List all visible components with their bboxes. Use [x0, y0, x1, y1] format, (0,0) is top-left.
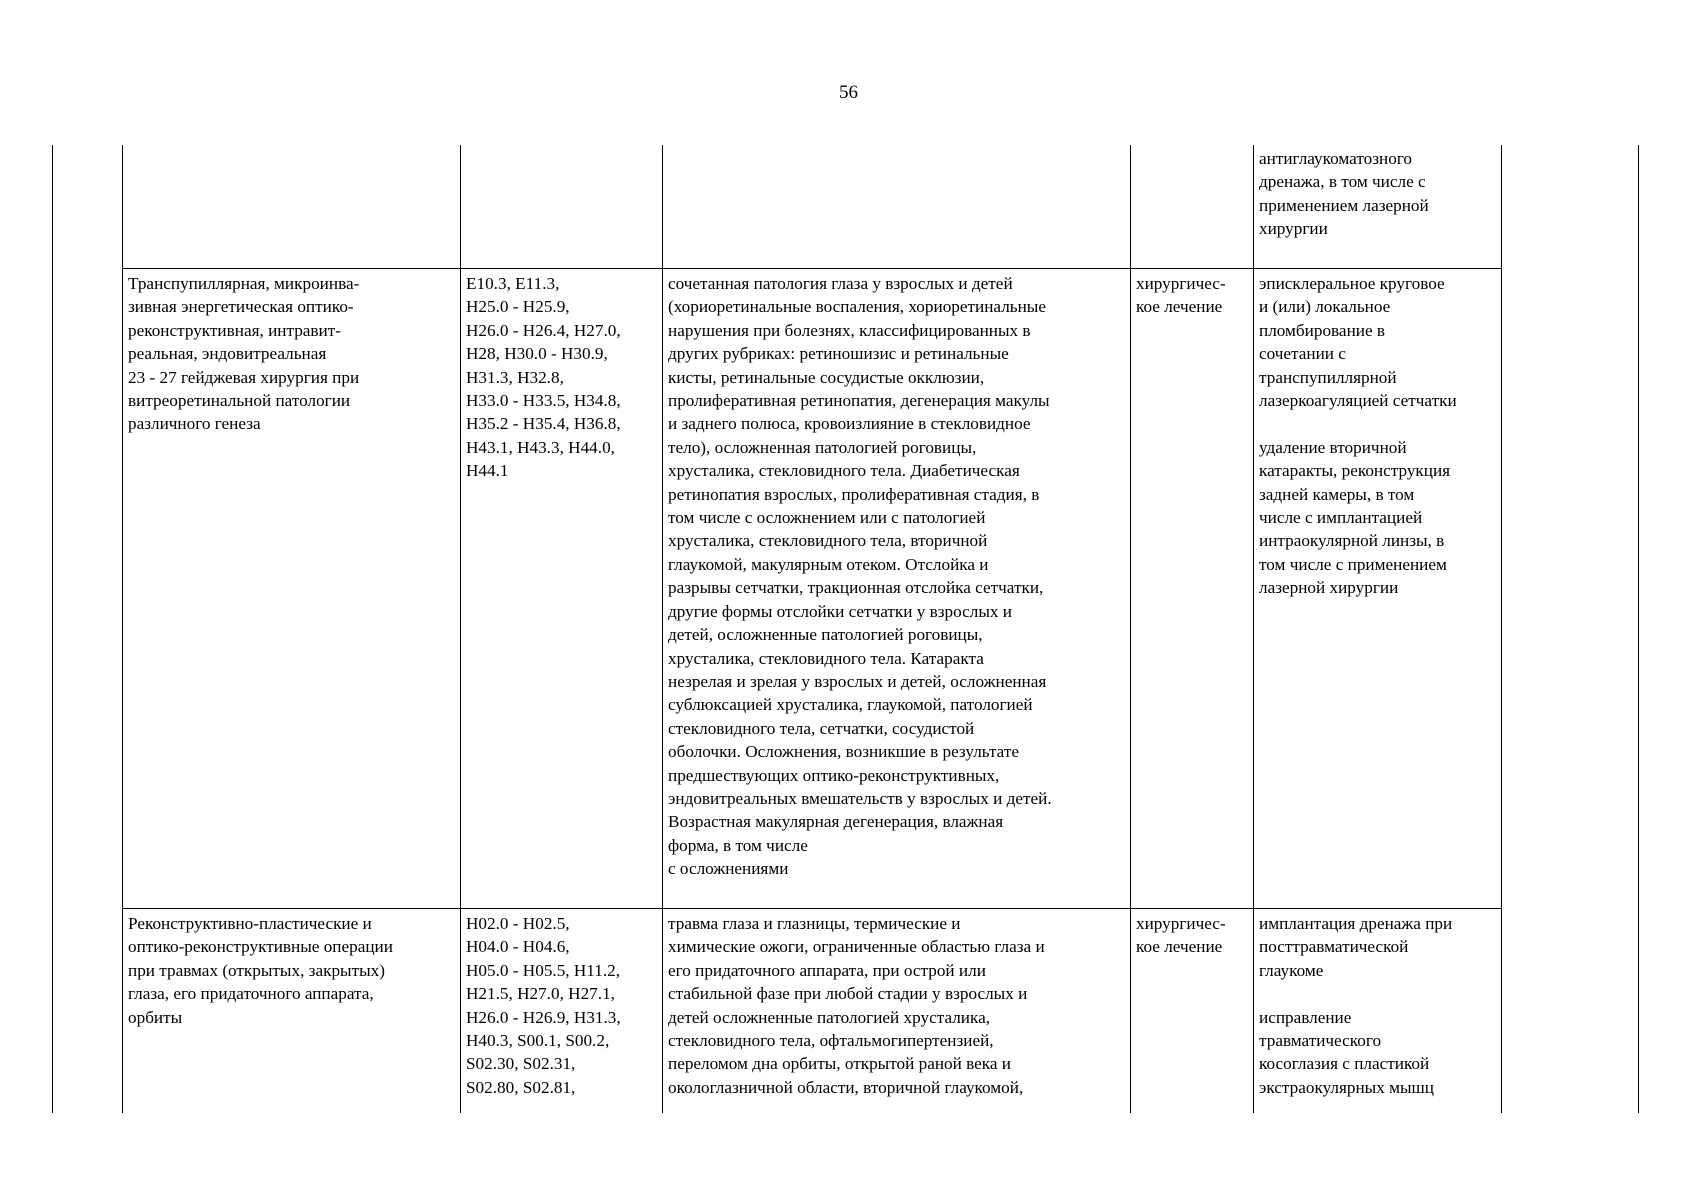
cell-treatment: хирургичес- кое лечение — [1136, 274, 1226, 317]
cell-method: эписклеральное круговое и (или) локальное пломбирование в сочетании с транспупиллярной лазеркоагуляцией сетчатки удаление вторичной катаракты, реконструкция задней камеры, в том числе с имплантацией интраокулярной линзы, в том числе с применением лазерной хирургии — [1259, 274, 1457, 598]
row-separator — [122, 268, 1501, 269]
table-border-col6 — [1501, 145, 1502, 1113]
table-border-outer-right — [1638, 145, 1639, 1113]
cell-model: травма глаза и глазницы, термические и химические ожоги, ограниченные областью глаза и его придаточного аппарата, при острой или стабильной фазе при любой стадии у взрослых и детей осложненные патологией хрусталика, стекловидного тела, офтальмогипертензией, переломом дна орбиты, открытой раной века и окологлазничной области, вторичной глаукомой, — [668, 914, 1045, 1097]
table-border-outer-left — [52, 145, 53, 1113]
cell-model: сочетанная патология глаза у взрослых и детей (хориоретинальные воспаления, хориоретинальные нарушения при болезнях, классифицированных в других рубриках: ретиношизис и ретинальные кисты, ретинальные сосудистые окклюзии, пролиферативная ретинопатия, дегенерация макулы и заднего полюса, кровоизлияние в стекловидное тело), осложненная патологией роговицы, хрусталика, стекловидного тела. Диабетическая ретинопатия взрослых, пролиферативная стадия, в том числе с осложнением или с патологией хрусталика, стекловидного тела, вторичной глаукомой, макулярным отеком. Отслойка и разрывы сетчатки, тракционная отслойка сетчатки, другие формы отслойки сетчатки у взрослых и детей, осложненные патологией роговицы, хрусталика, стекловидного тела. Катаракта незрелая и зрелая у взрослых и детей, осложненная сублюксацией хрусталика, глаукомой, патологией стекловидного тела, сетчатки, сосудистой оболочки. Осложнения, возникшие в результате предшествующих оптико-реконструктивных, эндовитреальных вмешательств у взрослых и детей. Возрастная макулярная дегенерация, влажная форма, в том числе с осложнениями — [668, 274, 1052, 879]
row-separator — [122, 908, 1501, 909]
cell-name: Реконструктивно-пластические и оптико-реконструктивные операции при травмах (открытых, закрытых) глаза, его придаточного аппарата, орбиты — [128, 914, 393, 1027]
table-border-col2 — [460, 145, 461, 1113]
cell-method: имплантация дренажа при посттравматической глаукоме исправление травматического косоглазия с пластикой экстраокулярных мышц — [1259, 914, 1453, 1097]
table-border-col5 — [1253, 145, 1254, 1113]
table-border-col4 — [1130, 145, 1131, 1113]
cell-name: Транспупиллярная, микроинва- зивная энергетическая оптико- реконструктивная, интравит- реальная, эндовитреальная 23 - 27 гейджевая хирургия при витреоретинальной патологии различного генеза — [128, 274, 360, 434]
page-number: 56 — [839, 82, 858, 103]
cell-method: антиглаукоматозного дренажа, в том числе с применением лазерной хирургии — [1259, 149, 1429, 239]
cell-codes: H02.0 - H02.5, H04.0 - H04.6, H05.0 - H05.5, H11.2, H21.5, H27.0, H27.1, H26.0 - H26.9, H31.3, H40.3, S00.1, S00.2, S02.30, S02.31, S02.80, S02.81, — [466, 914, 621, 1097]
cell-treatment: хирургичес- кое лечение — [1136, 914, 1226, 957]
table-border-col1 — [122, 145, 123, 1113]
cell-codes: E10.3, E11.3, H25.0 - H25.9, H26.0 - H26.4, H27.0, H28, H30.0 - H30.9, H31.3, H32.8, H33.0 - H33.5, H34.8, H35.2 - H35.4, H36.8, H43.1, H43.3, H44.0, H44.1 — [466, 274, 621, 481]
table-border-col3 — [662, 145, 663, 1113]
